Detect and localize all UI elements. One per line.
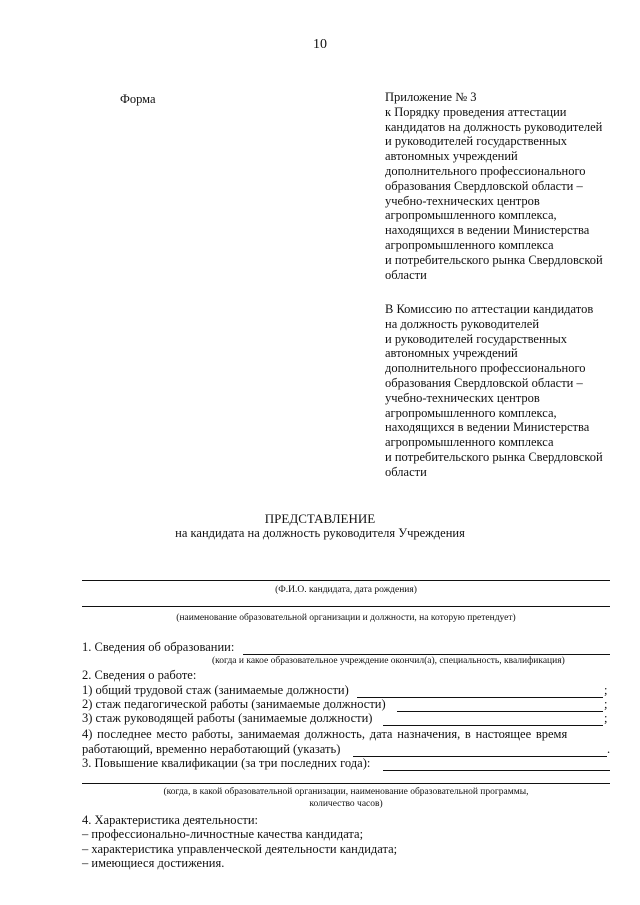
work-management-label: 3) стаж руководящей работы (занимаемые должности) [82, 711, 373, 725]
addressee-line: на должность руководителей [385, 316, 540, 331]
addressee-line: агропромышленного комплекса, [385, 405, 557, 420]
education-caption: (когда и какое образовательное учреждение окончил(а), специальность, квалификация) [212, 656, 565, 666]
addressee-line: и руководителей государственных [385, 331, 568, 346]
addressee-line: автономных учреждений [385, 346, 518, 361]
work-pedagogical-label: 2) стаж педагогической работы (занимаемые должности) [82, 697, 386, 711]
education-blank-line[interactable] [243, 654, 610, 655]
addressee-line: области [385, 464, 427, 479]
work-management-semicolon: ; [604, 711, 608, 725]
work-total-label: 1) общий трудовой стаж (занимаемые должности) [82, 683, 349, 697]
appendix-line: и руководителей государственных [385, 134, 568, 149]
appendix-line: к Порядку проведения аттестации [385, 104, 567, 119]
work-status-label: работающий, временно неработающий (указать) [82, 742, 341, 756]
characteristics-item-1: – профессионально-личностные качества кандидата; [82, 827, 364, 841]
appendix-line: кандидатов на должность руководителей [385, 119, 603, 134]
document-subtitle: на кандидата на должность руководителя Учреждения [175, 526, 465, 540]
characteristics-item-2: – характеристика управленческой деятельности кандидата; [82, 842, 398, 856]
work-pedagogical-semicolon: ; [604, 697, 608, 711]
work-last-place-label: 4) последнее место работы, занимаемая должность, дата назначения, в настоящее время [82, 727, 568, 741]
work-total-semicolon: ; [604, 683, 608, 697]
work-management-blank-line[interactable] [383, 725, 603, 726]
org-blank-line[interactable] [82, 606, 610, 607]
qualification-blank-line-2[interactable] [82, 783, 610, 784]
appendix-line: Приложение № 3 [385, 90, 477, 104]
section-education-label: 1. Сведения об образовании: [82, 640, 235, 654]
addressee-line: дополнительного профессионального [385, 361, 586, 376]
appendix-line: образования Свердловской области – [385, 178, 583, 193]
appendix-line: автономных учреждений [385, 149, 518, 164]
addressee-line: образования Свердловской области – [385, 375, 583, 390]
work-pedagogical-blank-line[interactable] [397, 711, 603, 712]
page-number: 10 [313, 37, 327, 52]
appendix-line: агропромышленного комплекса [385, 237, 554, 252]
qualification-caption-2: количество часов) [309, 799, 383, 809]
addressee-line: учебно-технических центров [385, 390, 540, 405]
appendix-line: находящихся в ведении Министерства [385, 223, 590, 238]
addressee-line: В Комиссию по аттестации кандидатов [385, 302, 594, 316]
appendix-line: агропромышленного комплекса, [385, 208, 557, 223]
appendix-block [385, 90, 603, 282]
addressee-line: и потребительского рынка Свердловской [385, 449, 603, 464]
document-title: ПРЕДСТАВЛЕНИЕ [264, 511, 376, 526]
work-status-period: . [607, 742, 611, 756]
org-caption: (наименование образовательной организации и должности, на которую претендует) [176, 613, 516, 623]
section-characteristics-label: 4. Характеристика деятельности: [82, 813, 259, 827]
fio-blank-line[interactable] [82, 580, 610, 581]
appendix-line: дополнительного профессионального [385, 163, 586, 178]
section-work-label: 2. Сведения о работе: [82, 668, 197, 682]
qualification-caption-1: (когда, в какой образовательной организации, наименование образовательной программы, [163, 787, 529, 797]
addressee-line: находящихся в ведении Министерства [385, 420, 590, 435]
work-total-blank-line[interactable] [357, 697, 603, 698]
section-qualification-label: 3. Повышение квалификации (за три последних года): [82, 756, 371, 770]
qualification-blank-line-1[interactable] [383, 770, 610, 771]
appendix-line: и потребительского рынка Свердловской [385, 252, 603, 267]
characteristics-item-3: – имеющиеся достижения. [82, 856, 225, 870]
fio-caption: (Ф.И.О. кандидата, дата рождения) [275, 585, 417, 595]
addressee-block [385, 302, 603, 480]
work-status-blank-line[interactable] [353, 756, 607, 757]
appendix-line: учебно-технических центров [385, 193, 540, 208]
form-label: Форма [120, 92, 156, 106]
appendix-line: области [385, 267, 427, 282]
addressee-line: агропромышленного комплекса [385, 435, 554, 450]
